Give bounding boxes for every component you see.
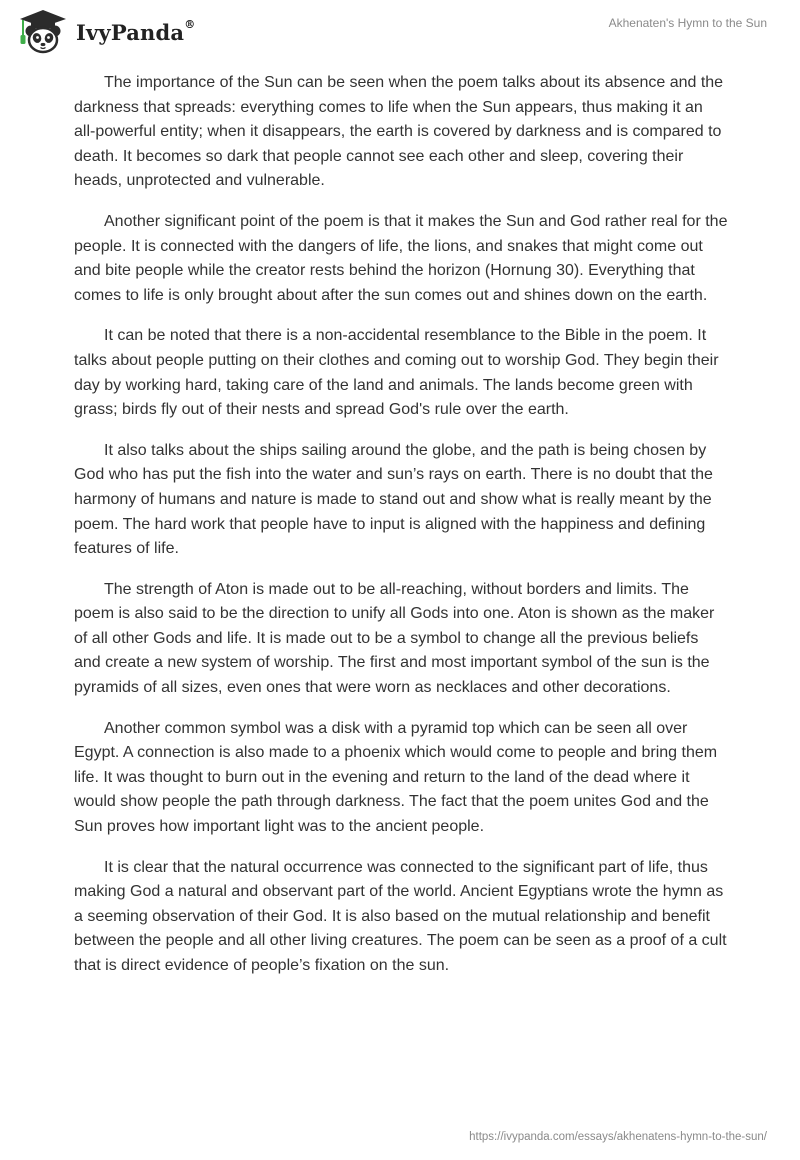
paragraph: The importance of the Sun can be seen when the poem talks about its absence and the darkness that spreads: everything comes to life when the Sun appears, thus making it an all-powerful entity; when it disappears, the earth is covered by darkness and is compared to death. It becomes so dark that people cannot see each other and sleep, covering their heads, unprotected and vulnerable.	[74, 74, 724, 190]
paragraph: Another significant point of the poem is that it makes the Sun and God rather real for the people. It is connected with the dangers of life, the lions, and snakes that might come out and bite people while the creator rests behind the horizon (Hornung 30). Everything that comes to life is only brought about after the sun comes out and shines down on the earth.	[74, 212, 728, 304]
brand-name	[76, 17, 196, 45]
paragraph: It is clear that the natural occurrence was connected to the significant part of life, thus making God a natural and observant part of the world. Ancient Egyptians wrote the hymn as a seeming observation of their God. It is also based on the mutual relationship and benefit between the people and all other living creatures. The poem can be seen as a proof of a cult that is direct evidence of people’s fixation on the sun.	[74, 858, 727, 974]
brand-name-text: IvyPanda	[76, 19, 185, 45]
paragraph: The strength of Aton is made out to be all-reaching, without borders and limits. The poem is also said to be the direction to unify all Gods into one. Aton is shown as the maker of all other Gods and life. It is made out to be a symbol to change all the previous beliefs and create a new system of worship. The first and most important symbol of the sun is the pyramids of all sizes, even ones that were worn as necklaces and other decorations.	[74, 580, 715, 697]
paragraph: Another common symbol was a disk with a pyramid top which can be seen all over Egypt. A connection is also made to a phoenix which would come to people and bring them life. It was thought to burn out in the evening and return to the land of the dead where it would show people the path through darkness. The fact that the poem unites God and the Sun proves how important light was to the ancient people.	[74, 719, 718, 836]
document-title: Akhenaten's Hymn to the Sun	[608, 16, 767, 30]
paragraph: It also talks about the ships sailing around the globe, and the path is being chosen by God who has put the fish into the water and sun’s rays on earth. There is no doubt that the harmony of humans and nature is made to stand out and show what is really meant by the poem. The hard work that people have to input is aligned with the happiness and defining features of life.	[74, 441, 713, 558]
essay-body	[74, 71, 728, 995]
brand-logo[interactable]	[14, 8, 195, 56]
source-url-link[interactable]: https://ivypanda.com/essays/akhenatens-hymn-to-the-sun/	[469, 1131, 767, 1143]
paragraph: It can be noted that there is a non-accidental resemblance to the Bible in the poem. It talks about people putting on their clothes and coming out to worship God. They begin their day by working hard, taking care of the land and animals. The lands become green with grass; birds fly out of their nests and spread God's rule over the earth.	[74, 327, 719, 419]
registered-mark: ®	[184, 17, 196, 31]
panda-graduate-icon	[14, 8, 72, 56]
page-header	[0, 0, 800, 60]
